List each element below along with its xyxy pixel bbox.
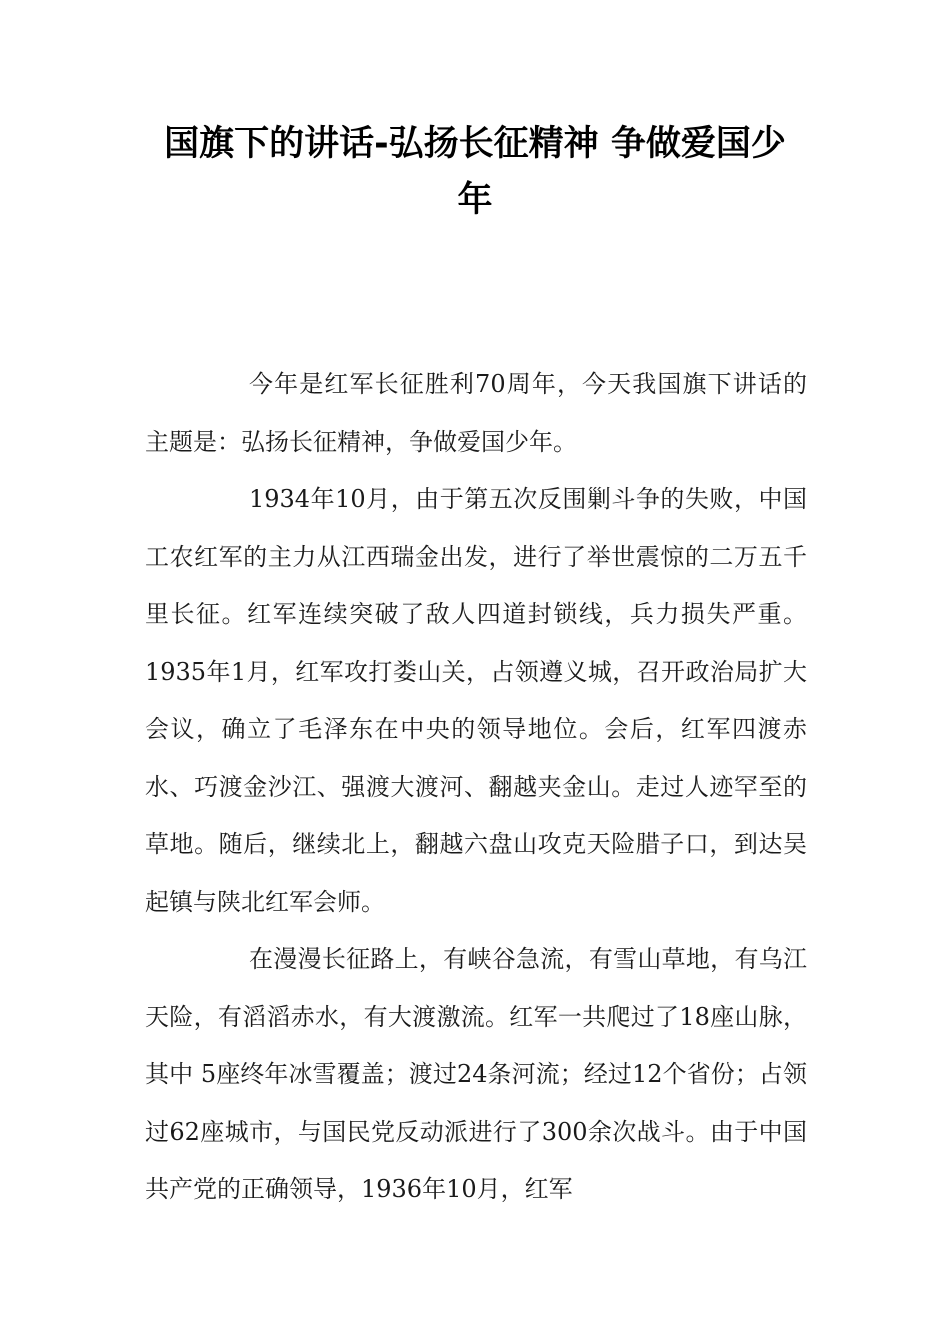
document-title-line-1: 国旗下的讲话-弘扬长征精神 争做爱国少 — [164, 124, 786, 164]
document-title — [145, 116, 805, 228]
paragraph-intro: 今年是红军长征胜利70周年，今天我国旗下讲话的主题是：弘扬长征精神，争做爱国少年。 — [145, 370, 807, 456]
document-body — [145, 356, 807, 1219]
paragraph-journey: 在漫漫长征路上，有峡谷急流，有雪山草地，有乌江天险，有滔滔赤水，有大渡激流。红军一共爬过了18座山脉，其中 5座终年冰雪覆盖；渡过24条河流；经过12个省份；占领过62座城市，与国民党反动派进行了300余次战斗。由于中国共产党的正确领导，1936年10月，红军 — [145, 945, 807, 1203]
paragraph-history: 1934年10月，由于第五次反围剿斗争的失败，中国工农红军的主力从江西瑞金出发，进行了举世震惊的二万五千里长征。红军连续突破了敌人四道封锁线，兵力损失严重。1935年1月，红军攻打娄山关，占领遵义城，召开政治局扩大会议，确立了毛泽东在中央的领导地位。会后，红军四渡赤水、巧渡金沙江、强渡大渡河、翻越夹金山。走过人迹罕至的草地。随后，继续北上，翻越六盘山攻克天险腊子口，到达吴起镇与陕北红军会师。 — [145, 485, 807, 916]
document-title-line-2: 年 — [457, 180, 493, 220]
